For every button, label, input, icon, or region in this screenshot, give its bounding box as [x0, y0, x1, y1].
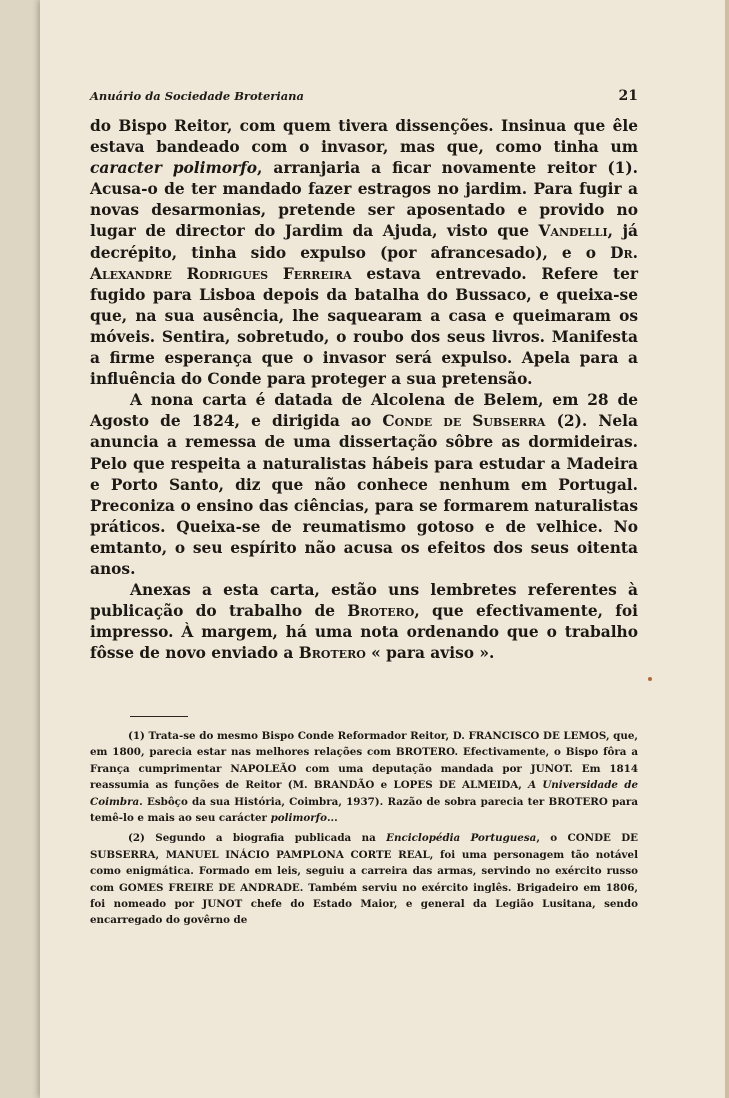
running-title: Anuário da Sociedade Broteriana [90, 89, 304, 103]
page-header [90, 88, 638, 104]
book-page [40, 0, 729, 1098]
text-run: (1) Trata-se do mesmo Bispo Conde Reformador Reitor, D. FRANCISCO DE LEMOS, que, em 1800, parecia estar nas melhores relações com BROTERO. Efectivamente, o Bispo fôra a França cumprimentar NAPOLEÃO com uma deputação mandada por JUNOT. Em 1814 reassumia as funções de Reitor (M. BRANDÃO e LOPES DE ALMEIDA, [90, 730, 638, 792]
italic-run: A Universidade de Coimbra [90, 779, 638, 808]
paragraph-2 [90, 390, 638, 580]
italic-run: Enciclopédia Portuguesa [386, 832, 537, 845]
paragraph-1 [90, 116, 638, 390]
text-run: , o CONDE DE SUBSERRA, MANUEL INÁCIO PAMPLONA CORTE REAL, foi uma personagem tão notável como enigmática. Formado em leis, seguiu a carreira das armas, servindo no exército russo com GOMES FREIRE DE ANDRADE. Também serviu no exército inglês. Brigadeiro em 1806, foi nomeado por JUNOT chefe do Estado Maior, e general da Legião Lusitana, sendo encarregado do govêrno de [90, 832, 638, 927]
text-run: Anexas a esta carta, estão uns lembretes referentes à publicação do trabalho de [90, 581, 638, 621]
page-number: 21 [618, 88, 638, 104]
footnote-1 [90, 728, 638, 826]
italic-run: caracter polimorfo [90, 159, 258, 178]
name-run: Conde de Subserra [382, 412, 546, 431]
text-run: , arranjaria a ficar novamente reitor (1). Acusa-o de ter mandado fazer estragos no jardim. Para fugir a novas desarmonias, pretende ser aposentado e provido no lugar de director do Jardim da Ajuda, visto que [90, 159, 639, 241]
name-run: Dr. Alexandre Rodrigues Ferreira [90, 243, 638, 283]
paragraph-3 [90, 580, 638, 664]
text-run: (2) Segundo a biografia publicada na [128, 832, 387, 845]
text-run: ... [326, 812, 338, 825]
italic-run: polimorfo [270, 812, 327, 825]
text-run: do Bispo Reitor, com quem tivera dissenções. Insinua que êle estava bandeado com o invasor, mas que, como tinha um [90, 117, 638, 157]
margin-mark [648, 677, 652, 681]
text-run: « para aviso ». [365, 644, 495, 663]
name-run: Brotero [347, 602, 415, 621]
text-run: estava entrevado. Refere ter fugido para Lisboa depois da batalha do Bussaco, e queixa-se que, na sua ausência, lhe saquearam a casa e queimaram os móveis. Sentira, sobretudo, o roubo dos seus livros. Manifesta a firme esperança que o invasor será expulso. Apela para a influência do Conde para proteger a sua pretensão. [90, 264, 638, 389]
text-run: , já decrépito, tinha sido expulso (por afrancesado), e o [90, 222, 638, 262]
footnotes [90, 728, 638, 929]
page-edge [725, 0, 729, 1098]
text-run: , que efectivamente, foi impresso. À margem, há uma nota ordenando que o trabalho fôsse de novo enviado a [90, 602, 638, 663]
footnote-separator [130, 716, 188, 717]
footnote-2 [90, 830, 638, 928]
name-run: Brotero [298, 644, 366, 663]
name-run: Vandelli [538, 222, 608, 241]
text-run: . Esbôço da sua História, Coimbra, 1937). Razão de sobra parecia ter BROTERO para temê-lo e mais ao seu carácter [90, 795, 638, 825]
text-run: A nona carta é datada de Alcolena de Belem, em 28 de Agosto de 1824, e dirigida ao [90, 391, 638, 431]
body-text [90, 116, 638, 664]
text-run: (2). Nela anuncia a remessa de uma dissertação sôbre as dormideiras. Pelo que respeita a naturalistas hábeis para estudar a Madeira e Porto Santo, diz que não conhece nenhum em Portugal. Preconiza o ensino das ciências, para se formarem naturalistas práticos. Queixa-se de reumatismo gotoso e de velhice. No emtanto, o seu espírito não acusa os efeitos dos seus oitenta anos. [90, 412, 638, 578]
